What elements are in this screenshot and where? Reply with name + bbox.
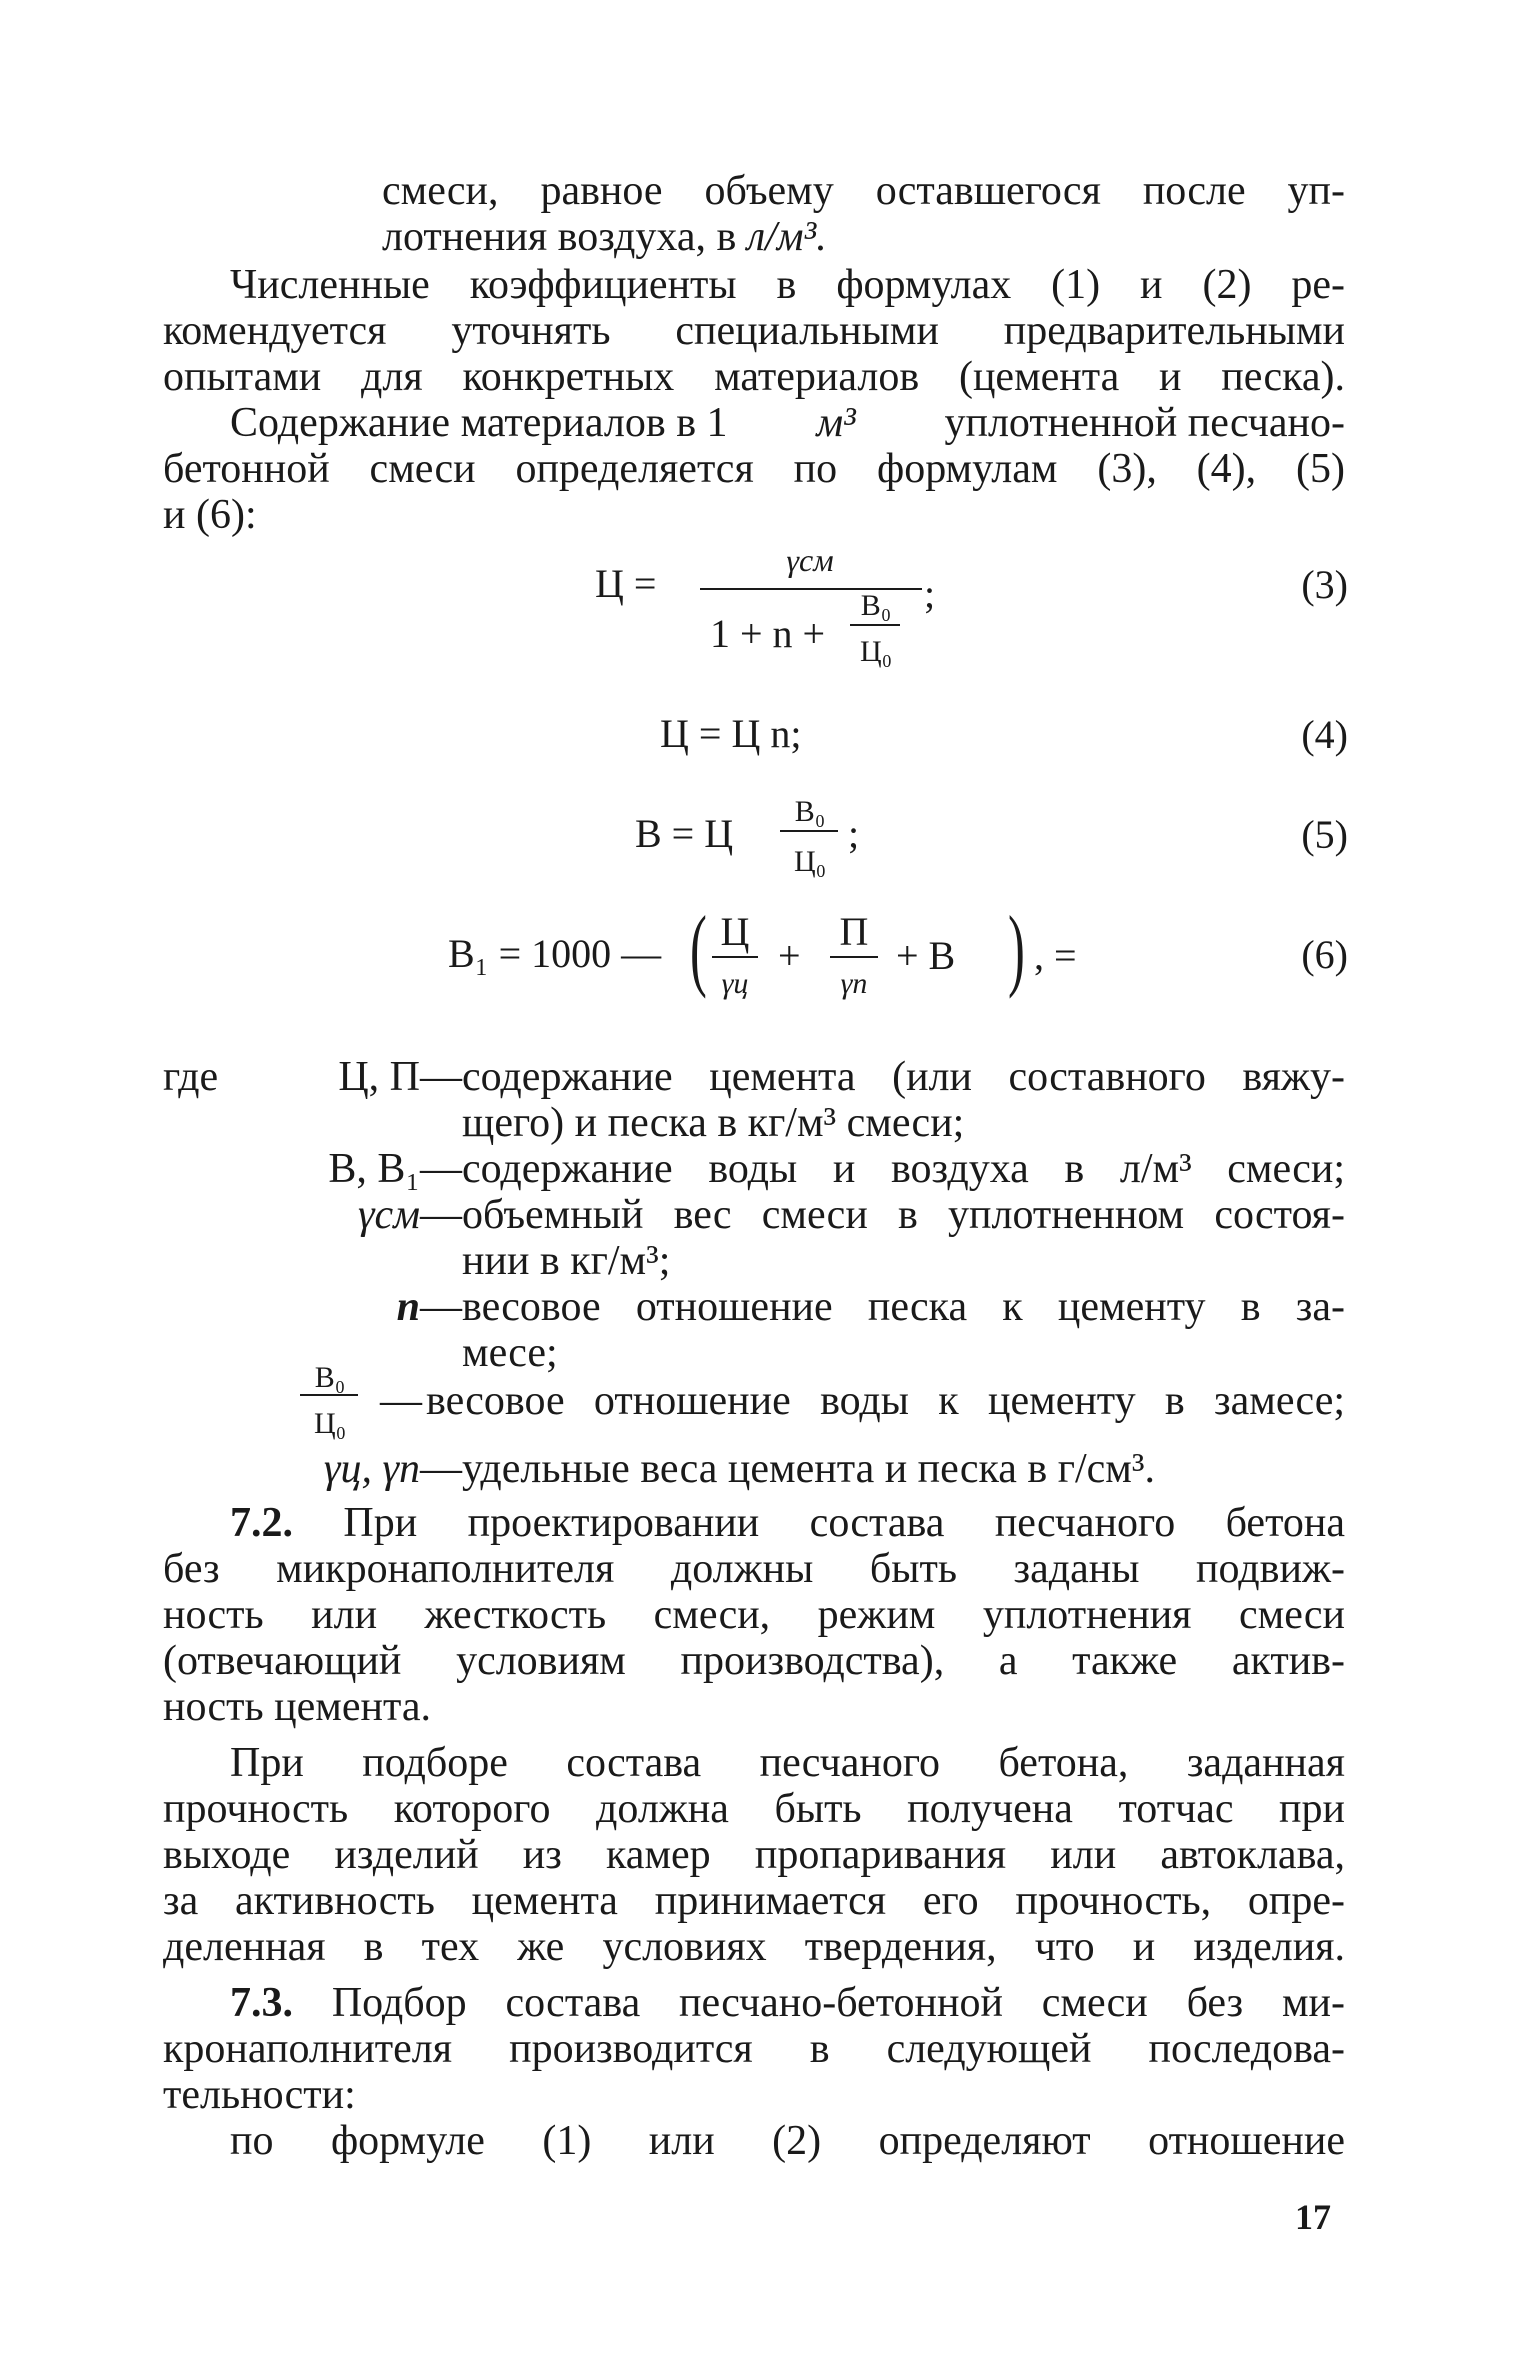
section-72-line-3: ность или жесткость смеси, режим уплотнения смеси: [163, 1592, 1345, 1638]
f3-number: (3): [1301, 562, 1348, 607]
f5-semicolon: ;: [848, 811, 860, 856]
def-dash-2: —: [420, 1192, 462, 1238]
section-72-line-1-text: При проектировании состава песчаного бетона: [343, 1500, 1345, 1546]
f5-number: (5): [1301, 812, 1348, 857]
def-text-2: объемный вес смеси в уплотненном состоя-: [462, 1192, 1345, 1238]
f6-lhs: В₁ = 1000 —: [448, 931, 662, 976]
f5-frac-num: В₀: [794, 795, 826, 828]
def-dash-0: —: [420, 1054, 462, 1100]
para3-line-1: При подборе состава песчаного бетона, заданная: [230, 1740, 1345, 1786]
f6-frac2-num: П: [839, 909, 869, 954]
intro-line-1: смеси, равное объему оставшегося после уп-: [382, 168, 1345, 214]
def-term-n: n: [396, 1284, 420, 1330]
para2-line-1-b: уплотненной песчано-: [944, 400, 1345, 446]
f5-frac-bar: [780, 830, 838, 832]
f4-number: (4): [1301, 712, 1348, 757]
def-term-gamma-c-p: γц, γп: [323, 1446, 420, 1492]
section-73-line-2: кронаполнителя производится в следующей последова-: [163, 2026, 1345, 2072]
def-text-5: удельные веса цемента и песка в г/см³.: [462, 1446, 1155, 1492]
intro-line-2: [382, 214, 827, 260]
section-73-line-4: по формуле (1) или (2) определяют отношение: [230, 2118, 1345, 2164]
section-72-number: 7.2.: [230, 1500, 293, 1546]
def-text-3: весовое отношение песка к цементу в за-: [462, 1284, 1345, 1330]
f6-left-paren: (: [690, 897, 707, 999]
f3-den-left-text: 1 + n +: [710, 611, 826, 656]
section-72-line-5: ность цемента.: [163, 1684, 431, 1730]
page-number: 17: [1295, 2197, 1331, 2237]
para3-line-4: за активность цемента принимается его прочность, опре-: [163, 1878, 1345, 1924]
section-73-line-1-text: Подбор состава песчано-бетонной смеси без ми-: [331, 1980, 1345, 2026]
intro-line-2-text: лотнения воздуха, в: [382, 214, 737, 260]
para3-line-2: прочность которого должна быть получена тотчас при: [163, 1786, 1345, 1832]
def-text-0: содержание цемента (или составного вяжу-: [462, 1054, 1345, 1100]
para2-line-1: [230, 400, 1345, 446]
def-dash-5: —: [420, 1446, 462, 1492]
f6-frac2-bar: [830, 956, 878, 958]
section-73-number: 7.3.: [230, 1980, 293, 2026]
intro-unit: л/м³.: [746, 214, 827, 260]
f6-frac1-den: γц: [721, 967, 749, 1000]
section-72-line-1: [230, 1500, 1345, 1546]
f6-frac2-den: γп: [840, 967, 868, 1000]
def-cont-0: щего) и песка в кг/м³ смеси;: [462, 1100, 965, 1146]
def-term-c-p: Ц, П: [338, 1054, 420, 1100]
para3-line-5: деленная в тех же условиях твердения, что и изделия.: [163, 1924, 1345, 1970]
def-term-b-b1: В, В₁: [328, 1146, 420, 1192]
f3-numerator: γсм: [786, 542, 834, 578]
f6-plus-1: +: [778, 933, 801, 978]
section-72-line-4: (отвечающий условиям производства), а также актив-: [163, 1638, 1345, 1684]
para2-unit: м³: [816, 400, 856, 446]
def-term-frac-num: В₀: [314, 1361, 346, 1394]
f3-semicolon: ;: [924, 571, 936, 616]
f6-number: (6): [1301, 932, 1348, 977]
f6-frac1-num: Ц: [720, 909, 750, 954]
para3-line-3: выходе изделий из камер пропаривания или автоклава,: [163, 1832, 1345, 1878]
f6-right-paren: ): [1008, 897, 1025, 999]
para2-line-1-a: Содержание материалов в 1: [230, 400, 728, 446]
f5-frac-den: Ц₀: [793, 845, 827, 878]
f3-den-frac-bar: [850, 624, 900, 626]
def-text-4: весовое отношение воды к цементу в замесе;: [426, 1378, 1345, 1424]
def-term-frac-den: Ц₀: [313, 1407, 347, 1440]
f3-den-frac-den: Ц₀: [859, 635, 893, 668]
def-cont-2: нии в кг/м³;: [462, 1238, 671, 1284]
f3-den-left: [710, 612, 825, 656]
f3-lhs: Ц =: [595, 561, 657, 606]
f6-tail: , =: [1034, 933, 1077, 978]
def-dash-4: —: [380, 1378, 422, 1424]
para1-line-1: Численные коэффициенты в формулах (1) и (2) ре-: [230, 262, 1345, 308]
f4-text: Ц = Ц n;: [660, 711, 802, 756]
def-cont-3: месе;: [462, 1330, 558, 1376]
f6-frac1-bar: [712, 956, 758, 958]
f5-lhs: В = Ц: [635, 811, 734, 856]
definitions-where: где: [163, 1054, 219, 1100]
def-term-gamma-sm: γсм: [358, 1192, 420, 1238]
def-dash-1: —: [420, 1146, 462, 1192]
def-dash-3: —: [420, 1284, 462, 1330]
f3-den-frac-num: В₀: [860, 589, 892, 622]
def-term-frac-bar: [300, 1394, 358, 1396]
para2-line-2: бетонной смеси определяется по формулам (3), (4), (5): [163, 446, 1345, 492]
section-72-line-2: без микронаполнителя должны быть заданы подвиж-: [163, 1546, 1345, 1592]
f6-plus-b: + В: [896, 933, 956, 978]
section-73-line-1: [230, 1980, 1345, 2026]
para2-line-3: и (6):: [163, 492, 257, 538]
section-73-line-3: тельности:: [163, 2072, 356, 2118]
para1-line-3: опытами для конкретных материалов (цемента и песка).: [163, 354, 1345, 400]
def-text-1: содержание воды и воздуха в л/м³ смеси;: [462, 1146, 1345, 1192]
para1-line-2: комендуется уточнять специальными предварительными: [163, 308, 1345, 354]
